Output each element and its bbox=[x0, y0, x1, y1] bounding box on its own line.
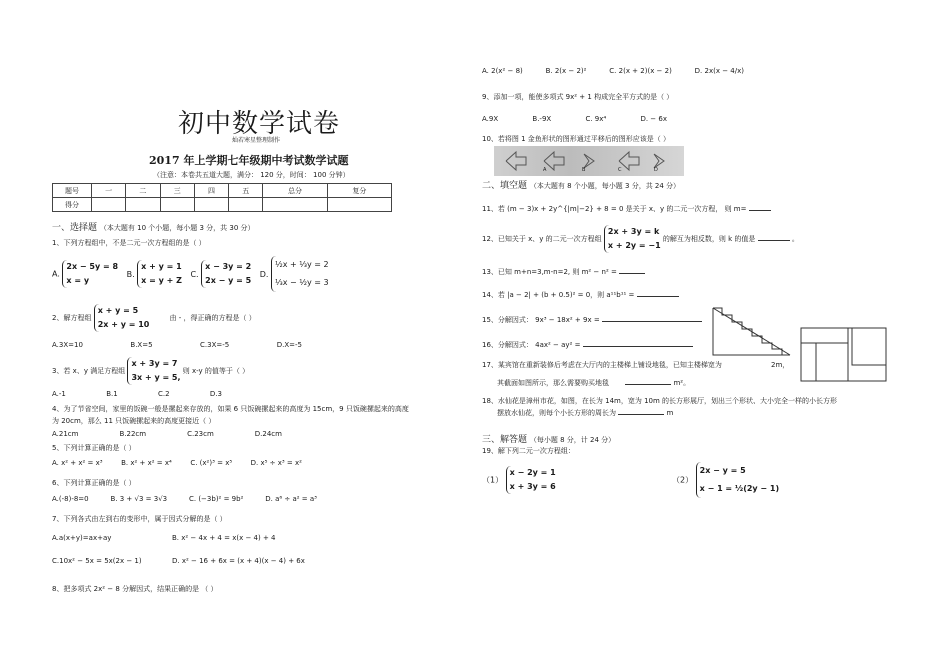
q3-option-b: B.1 bbox=[106, 390, 118, 398]
q1-option-d-label: D. bbox=[259, 269, 269, 279]
score-row-label: 得分 bbox=[53, 198, 92, 212]
q1-c-eq2: 2x − y = 5 bbox=[205, 276, 252, 285]
q1-option-a-system bbox=[62, 260, 118, 288]
exam-note: （注意：本卷共五道大题，满分： 120 分，时间： 100 分钟） bbox=[153, 171, 350, 179]
q12-eq2: x + 2y = −1 bbox=[607, 241, 661, 250]
q2-option-a: A.3X=10 bbox=[52, 341, 83, 349]
q12-end: 。 bbox=[791, 235, 799, 243]
staircase-figure bbox=[712, 307, 792, 357]
q9-option-b: B.-9X bbox=[532, 115, 552, 123]
q4-option-d: D.24cm bbox=[254, 430, 282, 438]
q11-answer-blank[interactable] bbox=[749, 210, 771, 211]
q10-label-b: B bbox=[582, 167, 586, 173]
q5-option-b: B. x² + x² = x⁴ bbox=[121, 459, 172, 467]
q2-option-b: B.X=5 bbox=[130, 341, 153, 349]
q4-option-c: C.23cm bbox=[187, 430, 214, 438]
score-cell[interactable] bbox=[263, 198, 327, 212]
q7-option-a: A.a(x+y)=ax+ay bbox=[52, 534, 112, 542]
q1-a-eq2: x = y bbox=[66, 276, 90, 285]
q8-option-a: A. 2(x² − 8) bbox=[482, 67, 523, 75]
q3 bbox=[52, 357, 249, 385]
q13 bbox=[482, 267, 645, 277]
section2-desc: （本大题有 8 个小题，每小题 3 分，共 24 分） bbox=[529, 182, 681, 190]
q4-option-b: B.22cm bbox=[119, 430, 147, 438]
q18-unit: m bbox=[666, 409, 674, 417]
exam-title: 2017 年上学期七年级期中考试数学试题 bbox=[149, 154, 349, 167]
q14 bbox=[482, 290, 679, 300]
q15-answer-blank[interactable] bbox=[602, 321, 702, 322]
q17-line2: 其截面如图所示，那么需要购买地毯 bbox=[497, 379, 609, 387]
q3-options bbox=[52, 390, 222, 398]
q3-option-a: A.-1 bbox=[52, 390, 66, 398]
q6-stem: 6、下列计算正确的是（ ） bbox=[52, 479, 136, 487]
q12-tail: 的解互为相反数，则 k 的值是 bbox=[662, 235, 756, 243]
q3-option-d: D.3 bbox=[209, 390, 222, 398]
q19-part1-system bbox=[506, 466, 556, 494]
score-cell[interactable] bbox=[194, 198, 228, 212]
q19-p2-eq2: x − 1 = ½(2y − 1) bbox=[699, 484, 780, 493]
q7-option-c: C.10x² − 5x = 5x(2x − 1) bbox=[52, 557, 142, 565]
score-header-cell: 五 bbox=[229, 184, 263, 198]
q18-line2: 摆放水仙花，则每个小长方形的周长为 bbox=[497, 409, 616, 417]
q8-stem: 8、把多项式 2x² − 8 分解因式，结果正确的是 （ ） bbox=[52, 585, 218, 593]
q1-c-eq1: x − 3y = 2 bbox=[205, 262, 252, 271]
q12-stem: 12、已知关于 x、y 的二元一次方程组 bbox=[482, 235, 602, 243]
q1-option-b-label: B. bbox=[126, 269, 135, 279]
q9-stem: 9、添加一项，能使多项式 9x² + 1 构成完全平方式的是（ ） bbox=[482, 93, 674, 101]
q19-part1-label: （1） bbox=[482, 475, 504, 485]
score-cell[interactable] bbox=[92, 198, 126, 212]
q2-options bbox=[52, 341, 302, 349]
q5-option-a: A. x² + x² = x³ bbox=[52, 459, 103, 467]
q4-options bbox=[52, 430, 282, 438]
section1-title: 一、选择题 bbox=[52, 223, 98, 233]
q8-option-c: C. 2(x + 2)(x − 2) bbox=[609, 67, 672, 75]
q11-text: 11、若 (m − 3)x + 2y^{|m|−2} + 8 = 0 是关于 x、y 的二元一次方程， 则 m= bbox=[482, 205, 747, 213]
q10-label-c: C bbox=[618, 167, 622, 173]
q6-option-c: C. (−3b)² = 9b² bbox=[188, 495, 244, 503]
score-cell[interactable] bbox=[229, 198, 263, 212]
score-cell[interactable] bbox=[327, 198, 391, 212]
q3-option-c: C.2 bbox=[158, 390, 170, 398]
q19-part1 bbox=[482, 466, 556, 494]
q11 bbox=[482, 204, 771, 214]
score-header-cell: 一 bbox=[92, 184, 126, 198]
q12 bbox=[482, 225, 799, 253]
q10-label-d: D bbox=[654, 167, 658, 173]
q19-p2-eq1: 2x − y = 5 bbox=[699, 466, 746, 475]
exhibition-room-figure bbox=[800, 327, 888, 383]
score-header-cell: 复分 bbox=[327, 184, 391, 198]
q10-stem: 10、若将图 1 金鱼形状的图形通过平移后的图形应该是（ ） bbox=[482, 135, 671, 143]
score-header-cell: 四 bbox=[194, 184, 228, 198]
q6-options bbox=[52, 495, 317, 503]
q8-option-d: D. 2x(x − 4/x) bbox=[694, 67, 744, 75]
q1-d-eq2: ⅓x − ½y = 3 bbox=[275, 278, 329, 287]
q1-b-eq2: x = y + Z bbox=[141, 276, 182, 285]
q18-line2-wrap bbox=[497, 408, 673, 418]
q2-tail: 由 - ，得正确的方程是（ ） bbox=[169, 314, 256, 322]
q8-option-b: B. 2(x − 2)² bbox=[545, 67, 587, 75]
q1-d-eq1: ½x + ⅓y = 2 bbox=[275, 260, 329, 269]
q15-text: 15、分解因式： 9x³ − 18x² + 9x = bbox=[482, 316, 600, 324]
q18-answer-blank[interactable] bbox=[618, 414, 664, 415]
q6-option-a: A.(-8)-8=0 bbox=[52, 495, 89, 503]
q1-option-c-label: C. bbox=[190, 269, 199, 279]
q2-eq1: x + y = 5 bbox=[97, 306, 139, 315]
q7-stem: 7、下列各式由左到右的变形中，属于因式分解的是（ ） bbox=[52, 515, 227, 523]
section3-title: 三、解答题 bbox=[482, 435, 528, 445]
q9-options bbox=[482, 115, 667, 123]
q10-fish-figures bbox=[494, 146, 684, 176]
score-table bbox=[52, 183, 392, 212]
q3-system bbox=[127, 357, 180, 385]
q5-stem: 5、下列计算正确的是（ ） bbox=[52, 444, 136, 452]
q2 bbox=[52, 304, 256, 332]
q3-tail: 则 x-y 的值等于（ ） bbox=[182, 367, 250, 375]
q12-answer-blank[interactable] bbox=[758, 240, 790, 241]
score-header-cell: 总分 bbox=[263, 184, 327, 198]
q1-option-b-system bbox=[137, 260, 182, 288]
q1-stem: 1、下列方程组中，不是二元一次方程组的是（ ） bbox=[52, 239, 206, 247]
q1-a-eq1: 2x − 5y = 8 bbox=[66, 262, 119, 271]
q3-eq1: x + 3y = 7 bbox=[131, 359, 178, 368]
score-cell[interactable] bbox=[160, 198, 194, 212]
score-header-cell: 二 bbox=[126, 184, 160, 198]
q9-option-c: C. 9x⁴ bbox=[585, 115, 607, 123]
section3-heading bbox=[482, 432, 615, 445]
q13-text: 13、已知 m+n=3,m-n=2, 则 m² − n² = bbox=[482, 268, 617, 276]
q6-option-d: D. a⁶ ÷ a² = a³ bbox=[265, 495, 317, 503]
q16 bbox=[482, 340, 693, 350]
q1-option-d-system bbox=[271, 256, 329, 292]
score-header-cell: 题号 bbox=[53, 184, 92, 198]
q16-text: 16、分解因式： 4ax² − ay² = bbox=[482, 341, 581, 349]
q17-line2-wrap bbox=[497, 378, 690, 388]
paper-title: 初中数学试卷 bbox=[178, 109, 341, 139]
q12-eq1: 2x + 3y = k bbox=[607, 227, 660, 236]
q1-option-a-label: A. bbox=[52, 269, 60, 279]
q1-options bbox=[52, 256, 329, 292]
q4-line2: 为 20cm，那么 11 只饭碗摞起来的高度更接近（ ） bbox=[52, 417, 216, 425]
q7-option-d: D. x² − 16 + 6x = (x + 4)(x − 4) + 6x bbox=[172, 557, 305, 565]
q1-b-eq1: x + y = 1 bbox=[141, 262, 182, 271]
q18-line1: 18、水仙花是漳州市花，如图，在长为 14m，宽为 10m 的长方形展厅，划出三个形状、大小完全一样的小长方形 bbox=[482, 397, 838, 405]
q1-option-c-system bbox=[201, 260, 251, 288]
q5-option-d: D. x⁵ ÷ x³ = x² bbox=[250, 459, 302, 467]
q2-option-d: D.X=-5 bbox=[276, 341, 302, 349]
q8-options bbox=[482, 67, 744, 75]
q2-option-c: C.3X=-5 bbox=[200, 341, 230, 349]
score-table-score-row bbox=[53, 198, 392, 212]
q9-option-d: D. − 6x bbox=[640, 115, 667, 123]
score-header-cell: 三 bbox=[160, 184, 194, 198]
credit-line: 灿若寒星整理制作 bbox=[232, 137, 281, 144]
q3-eq2: 3x + y = 5, bbox=[131, 373, 181, 382]
q19-stem: 19、解下列二元一次方程组： bbox=[482, 447, 575, 455]
q19-part2-label: （2） bbox=[672, 475, 694, 485]
q15 bbox=[482, 315, 702, 325]
score-table-header-row bbox=[53, 184, 392, 198]
q2-system bbox=[94, 304, 150, 332]
q19-p1-eq2: x + 3y = 6 bbox=[509, 482, 556, 491]
q13-answer-blank[interactable] bbox=[619, 273, 645, 274]
section1-heading bbox=[52, 220, 255, 233]
q3-stem: 3、若 x、y 满足方程组 bbox=[52, 367, 126, 375]
q2-stem: 2、解方程组 bbox=[52, 314, 92, 322]
section1-desc: （本大题有 10 个小题，每小题 3 分，共 30 分） bbox=[99, 224, 255, 232]
q12-system bbox=[604, 225, 661, 253]
q17-answer-blank[interactable] bbox=[625, 384, 671, 385]
q5-option-c: C. (x²)³ = x⁵ bbox=[190, 459, 233, 467]
q14-text: 14、若 |a − 2| + (b + 0.5)² = 0，则 a¹¹b¹¹ = bbox=[482, 291, 635, 299]
q5-options bbox=[52, 459, 302, 467]
q19-part2 bbox=[672, 462, 779, 498]
q19-p1-eq1: x − 2y = 1 bbox=[509, 468, 556, 477]
q4-option-a: A.21cm bbox=[52, 430, 79, 438]
q2-eq2: 2x + y = 10 bbox=[97, 320, 150, 329]
q9-option-a: A.9X bbox=[482, 115, 499, 123]
q17-unit: m²。 bbox=[673, 379, 691, 387]
q17-width: 2m， bbox=[771, 361, 790, 369]
score-cell[interactable] bbox=[126, 198, 160, 212]
q7-option-b: B. x² − 4x + 4 = x(x − 4) + 4 bbox=[172, 534, 276, 542]
q6-option-b: B. 3 + √3 = 3√3 bbox=[110, 495, 168, 503]
section3-desc: （每小题 8 分，计 24 分） bbox=[529, 436, 616, 444]
q19-part2-system bbox=[696, 462, 780, 498]
q10-label-a: A bbox=[543, 167, 547, 173]
section2-title: 二、填空题 bbox=[482, 181, 528, 191]
q4-line1: 4、为了节省空间，家里的饭碗一般是摞起来存放的，如果 6 只饭碗摞起来的高度为 15cm，9 只饭碗摞起来的高度 bbox=[52, 405, 409, 413]
q17-line1: 17、某宾馆在重新装修后考虑在大厅内的主楼梯上铺设地毯，已知主楼梯宽为 bbox=[482, 361, 722, 369]
q14-answer-blank[interactable] bbox=[637, 296, 679, 297]
q16-answer-blank[interactable] bbox=[583, 346, 693, 347]
section2-heading bbox=[482, 178, 680, 191]
